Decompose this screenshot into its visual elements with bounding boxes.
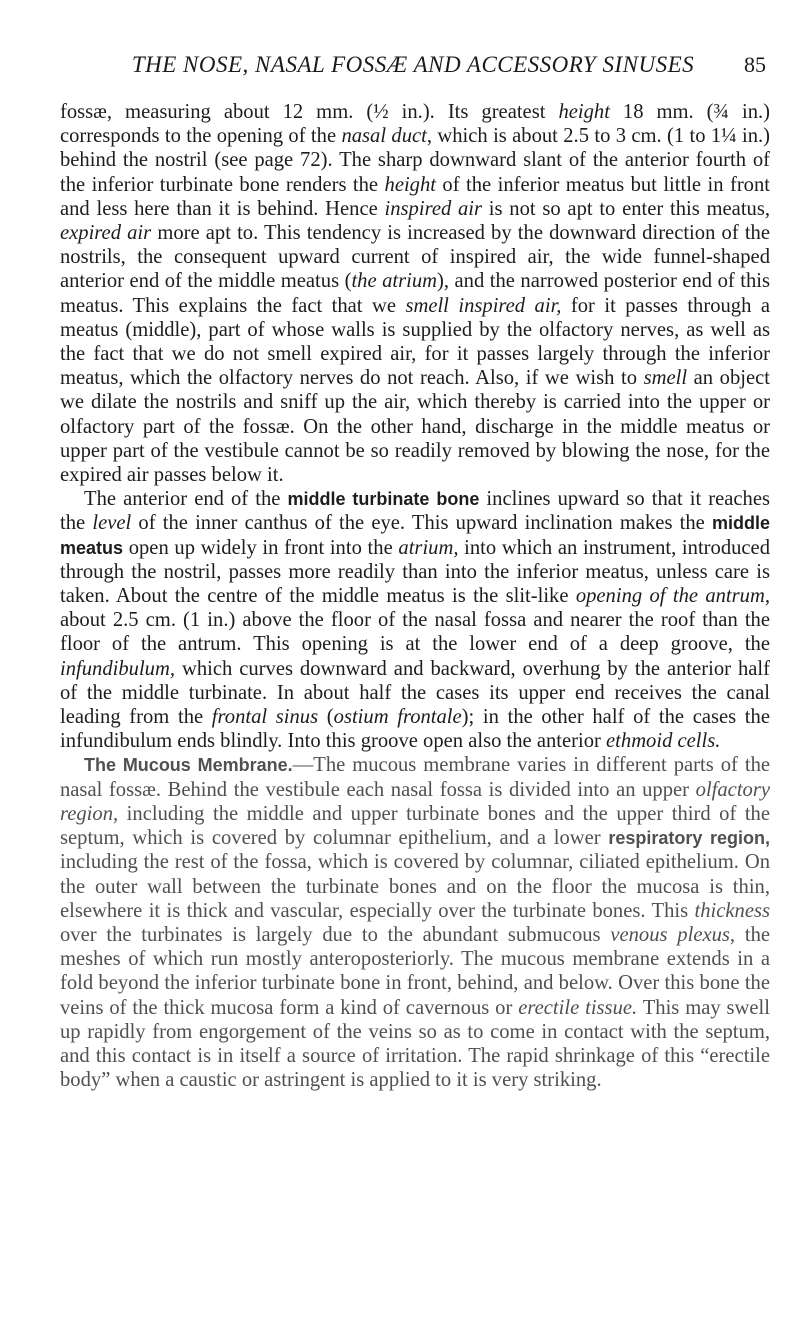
text-run: into which an instrument, introduced through the nostril, passes more readily than into the inferior meatus, unless care is taken. About the centre of the middle meatus is the slit-like: [60, 536, 770, 608]
text-run: about 2.5 cm. (1 in.) above the floor of the nasal fossa and nearer the roof than the floor of the antrum. This opening is at the lower end of a deep groove, the: [60, 609, 770, 656]
page-header: [60, 52, 766, 78]
text-run: an object we dilate the nostrils and sniff up the air, which thereby is carried into the upper or olfactory part of the fossæ. On the other hand, discharge in the middle meatus or upper part of the vestibule cannot be so readily removed by blowing the nose, for the expired air passes below it.: [60, 367, 770, 487]
page-number: 85: [744, 52, 766, 77]
text-run-bold: middle turbinate bone: [287, 489, 480, 510]
text-run-italic: the atrium: [351, 270, 438, 293]
text-run-italic: expired air: [60, 222, 152, 245]
text-run: (: [318, 706, 334, 729]
paragraph-1: [60, 100, 770, 487]
text-run: of the inferior meatus but little in front and less here than it is behind. Hence: [60, 173, 770, 220]
text-run: , which is about 2.5 to 3 cm. (1 to 1¼ in.) behind the nostril (see page 72). The sharp downward slant of the anterior fourth of the inferior turbinate bone renders the: [60, 125, 770, 196]
text-run: —The mucous membrane varies in different parts of the nasal fossæ. Behind the vestibule each nasal fossa is divided into an upper: [60, 754, 771, 801]
text-run: ); in the other half of the cases the infundibulum ends blindly. Into this groove open also the anterior: [60, 706, 770, 753]
text-run-italic: ethmoid cells.: [606, 730, 721, 753]
text-run: more apt to. This tendency is increased by the downward direction of the nostrils, the consequent upward current of inspired air, the wide funnel-shaped anterior end of the middle meatus (: [60, 222, 770, 293]
text-run-italic: nasal duct: [341, 125, 427, 148]
text-run: ), and the narrowed posterior end of this meatus. This explains the fact that we: [60, 270, 771, 317]
text-run: the meshes of which run mostly anteroposteriorly. The mucous membrane extends in a fold beyond the inferior turbinate bone in front, behind, and below. Over this bone the veins of the thick mucosa form a kind of cavernous or: [60, 923, 771, 1019]
text-run-italic: venous plexus,: [610, 923, 736, 946]
text-run-italic: infundibulum,: [60, 657, 175, 680]
text-run-italic: atrium,: [398, 536, 459, 559]
text-run: which curves downward and backward, overhung by the anterior half of the middle turbinate. In about half the cases its upper end receives the canal leading from the: [60, 657, 770, 729]
text-run: over the turbinates is largely due to the abundant submucous: [60, 923, 611, 946]
text-run-italic: erectile tissue.: [518, 996, 638, 1019]
text-run: This may swell up rapidly from engorgement of the veins so as to come in contact with the septum, and this contact is in itself a source of irritation. The rapid shrinkage of this “erectile body” when a caustic or astringent is applied to it is very striking.: [60, 996, 771, 1092]
text-run-italic: height: [558, 101, 610, 123]
text-run: inclines upward so that it reaches the: [60, 488, 770, 535]
section-heading: The Mucous Membrane.: [84, 755, 293, 776]
text-run: 18 mm. (¾ in.) corresponds to the opening of the: [60, 101, 771, 148]
text-run-italic: thickness: [694, 899, 770, 922]
text-run: is not so apt to enter this meatus,: [482, 197, 771, 220]
text-run-bold: middle meatus: [60, 513, 770, 558]
text-run: open up widely in front into the: [123, 536, 399, 559]
text-run-italic: olfactory region,: [60, 778, 770, 825]
text-run-italic: smell: [643, 367, 688, 390]
paragraph-2: [60, 487, 770, 753]
text-run: including the rest of the fossa, which is covered by columnar, ciliated epithelium. On the outer wall between the turbinate bones and on the floor the mucosa is thin, elsewhere it is thick and vascular, especially over the turbinate bones. This: [60, 851, 770, 922]
paragraph-3: [60, 753, 770, 1092]
text-run-italic: frontal sinus: [211, 706, 319, 729]
text-run-italic: inspired air: [384, 197, 483, 220]
text-run: of the inner canthus of the eye. This upward inclination makes the: [131, 512, 712, 535]
text-run-italic: opening of the antrum,: [575, 585, 770, 608]
text-run: for it passes through a meatus (middle), part of whose walls is supplied by the olfactory nerves, as well as the fact that we do not smell expired air, for it passes largely through the inferior meatus, which the olfactory nerves do not reach. Also, if we wish to: [60, 294, 770, 390]
text-run: fossæ, measuring about 12 mm. (½ in.). Its greatest: [60, 101, 559, 123]
text-run-italic: height: [384, 173, 436, 196]
running-title: THE NOSE, NASAL FOSSÆ AND ACCESSORY SINUSES: [131, 52, 695, 77]
text-run: The anterior end of the: [84, 488, 288, 511]
body-text: [60, 100, 770, 1092]
text-run-italic: ostium frontale: [333, 706, 462, 729]
text-run-italic: level: [92, 512, 132, 535]
text-run: including the middle and upper turbinate bones and the upper third of the septum, which is covered by columnar epithelium, and a lower: [60, 802, 770, 850]
text-run-bold: respiratory region,: [608, 828, 770, 849]
text-run-italic: smell inspired air,: [405, 294, 562, 317]
